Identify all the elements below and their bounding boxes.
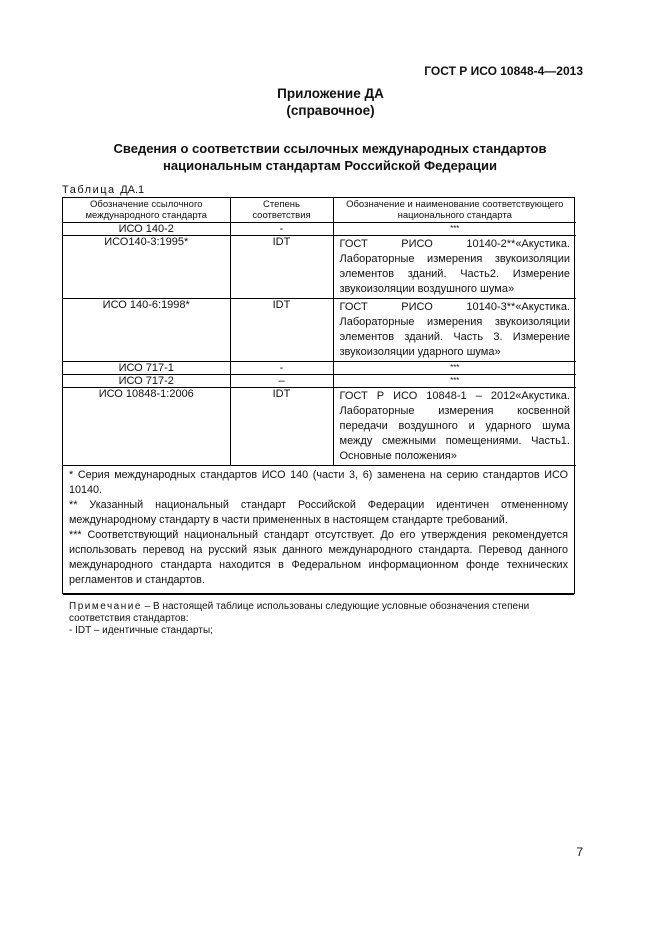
cell-ref: ИСО140-3:1995* — [63, 236, 230, 299]
cell-national: *** — [333, 223, 576, 236]
footnote-1: * Серия международных стандартов ИСО 140 (части 3, 6) заменена на серию стандартов ИСО 10140. — [69, 469, 568, 496]
table-frame — [62, 197, 575, 636]
table-row — [63, 299, 576, 362]
note-item: - IDT – идентичные стандарты; — [69, 625, 213, 636]
cell-ref: ИСО 717-1 — [63, 362, 230, 375]
cell-ref: ИСО 717-2 — [63, 375, 230, 388]
table-row — [63, 236, 576, 299]
cell-national: *** — [333, 375, 576, 388]
cell-national: ГОСТ РИСО 10140-2**«Акустика. Лабораторные измерения звукоизоляции элементов зданий. Часть2. Измерение звукоизоляции воздушного шума» — [333, 236, 576, 299]
table-row — [63, 362, 576, 375]
table-row — [63, 223, 576, 236]
section-title-line-2: национальным стандартам Российской Федерации — [163, 158, 497, 173]
table-row — [63, 375, 576, 388]
section-title-line-1: Сведения о соответствии ссылочных международных стандартов — [113, 141, 547, 156]
section-title — [62, 140, 598, 174]
cell-ref: ИСО 140-2 — [63, 223, 230, 236]
cell-degree: IDT — [230, 299, 333, 362]
note-text: – В настоящей таблице использованы следующие условные обозначения степени соответствия стандартов: — [69, 601, 530, 624]
cell-degree: - — [230, 223, 333, 236]
correspondence-table — [63, 198, 576, 466]
header-ref-standard: Обозначение ссылочного международного стандарта — [63, 198, 230, 223]
document-code: ГОСТ Р ИСО 10848-4—2013 — [424, 64, 583, 78]
footnote-2: ** Указанный национальный стандарт Российской Федерации идентичен отмененному международному стандарту в части примененных в настоящем стандарте требований. — [69, 499, 568, 526]
table-label-word: Таблица — [62, 184, 116, 196]
table-row — [63, 388, 576, 466]
table-label-number: ДА.1 — [120, 184, 145, 196]
cell-national: ГОСТ Р ИСО 10848-1 – 2012«Акустика. Лабораторные измерения косвенной передачи воздушного и ударного шума между смежными помещениями. Часть1. Основные положения» — [333, 388, 576, 466]
cell-national: ГОСТ РИСО 10140-3**«Акустика. Лабораторные измерения звукоизоляции элементов зданий. Часть 3. Измерение звукоизоляции ударного шума» — [333, 299, 576, 362]
table-footnotes — [63, 466, 574, 595]
cell-ref: ИСО 140-6:1998* — [63, 299, 230, 362]
table-label — [62, 184, 144, 196]
cell-degree: – — [230, 375, 333, 388]
cell-degree: IDT — [230, 236, 333, 299]
cell-degree: - — [230, 362, 333, 375]
page-number: 7 — [576, 845, 583, 859]
cell-ref: ИСО 10848-1:2006 — [63, 388, 230, 466]
header-national-standard: Обозначение и наименование соответствующего национального стандарта — [333, 198, 576, 223]
footnote-3: *** Соответствующий национальный стандарт отсутствует. До его утверждения рекомендуется использовать перевод на русский язык данного международного стандарта. Перевод данного международного стандарта находится в Федеральном информационном фонде технических регламентов и стандартов. — [69, 529, 568, 586]
header-degree: Степень соответствия — [230, 198, 333, 223]
cell-degree: IDT — [230, 388, 333, 466]
annex-title — [0, 85, 661, 119]
annex-heading: Приложение ДА — [277, 86, 384, 101]
note-paragraph — [69, 601, 568, 625]
annex-subheading: (справочное) — [286, 103, 375, 118]
table-note — [63, 595, 574, 637]
cell-national: *** — [333, 362, 576, 375]
table-header-row — [63, 198, 576, 223]
note-label: Примечание — [69, 601, 142, 612]
